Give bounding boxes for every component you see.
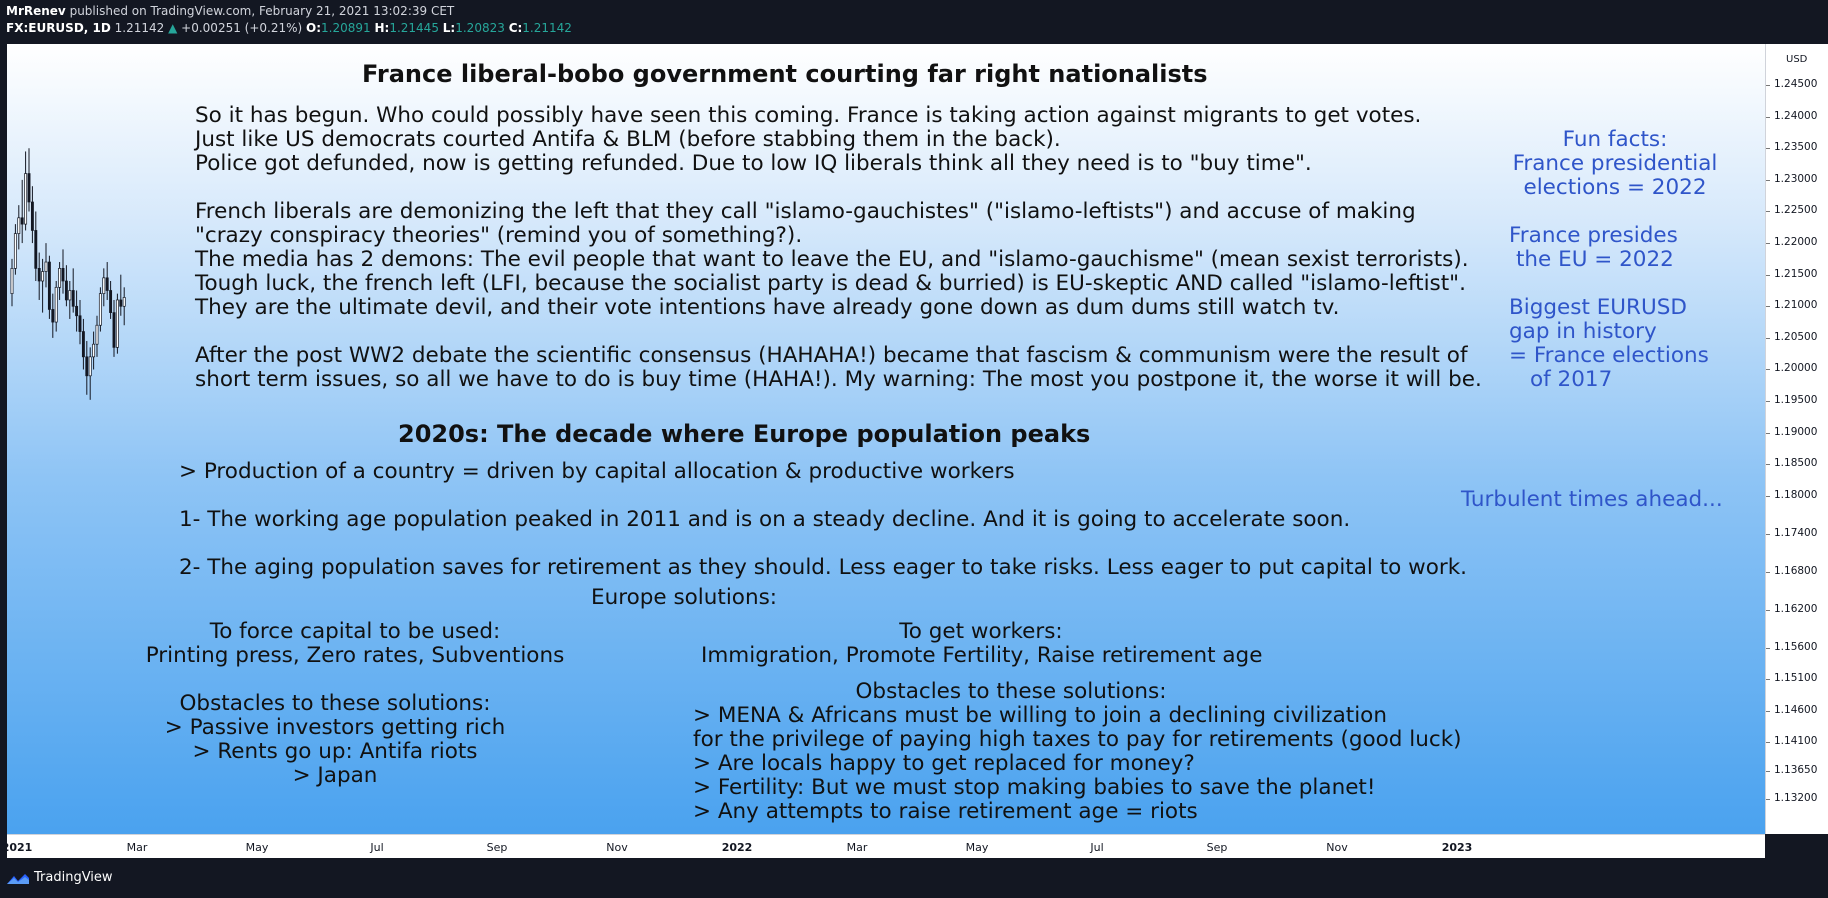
candle-body [25, 174, 27, 225]
time-tick-label: 2023 [1441, 841, 1473, 854]
candle-body [42, 272, 44, 281]
tradingview-logo-icon[interactable] [6, 872, 30, 886]
workers-obstacle-3: > Fertility: But we must stop making babies to save the planet! [693, 775, 1376, 800]
candle-body [45, 262, 47, 271]
candle[interactable] [99, 287, 101, 331]
symbol-label[interactable]: FX:EURUSD, 1D [6, 21, 111, 35]
time-axis[interactable] [1, 834, 1765, 859]
candle[interactable] [21, 180, 23, 243]
candle[interactable] [52, 294, 54, 338]
candle[interactable] [79, 300, 81, 344]
price-tick-label: 1.14600 [1774, 703, 1818, 716]
candle-body [28, 174, 30, 202]
candle[interactable] [14, 224, 16, 275]
candle[interactable] [69, 281, 71, 319]
candle-body [59, 268, 61, 287]
high-value: 1.21445 [389, 21, 439, 35]
candle[interactable] [120, 275, 122, 316]
candle[interactable] [28, 148, 30, 211]
candle-body [82, 332, 84, 357]
price-tick-label: 1.16200 [1774, 602, 1818, 615]
last-price: 1.21142 [114, 21, 165, 35]
candle[interactable] [116, 294, 118, 354]
price-tick-mark [1766, 275, 1770, 276]
para-liberals-line-1: French liberals are demonizing the left that they call "islamo-gauchistes" ("islamo-leftists") and accuse of making [195, 199, 1416, 224]
fun-fact-gap-1: Biggest EURUSD [1509, 295, 1687, 320]
time-tick-label: Mar [126, 841, 148, 854]
time-tick-label: Sep [486, 841, 508, 854]
open-value: 1.20891 [321, 21, 371, 35]
high-label: H: [374, 21, 390, 35]
point-working-age: 1- The working age population peaked in 2011 and is on a steady decline. And it is going to accelerate soon. [179, 507, 1351, 532]
price-tick-label: 1.21000 [1774, 299, 1818, 312]
chart-header [0, 0, 1828, 44]
candle[interactable] [110, 281, 112, 319]
price-tick-mark [1766, 369, 1770, 370]
candle[interactable] [48, 256, 50, 319]
candle[interactable] [55, 281, 57, 332]
candle[interactable] [31, 186, 33, 243]
close-label: C: [508, 21, 523, 35]
price-tick-mark [1766, 243, 1770, 244]
price-tick-mark [1766, 433, 1770, 434]
time-tick-label: Mar [846, 841, 868, 854]
price-axis-unit: USD [1786, 54, 1808, 65]
low-label: L: [442, 21, 456, 35]
fun-facts-heading: Fun facts: [1562, 127, 1668, 152]
candle[interactable] [86, 341, 88, 395]
time-tick-label: Nov [606, 841, 628, 854]
workers-obstacle-1-cont: for the privilege of paying high taxes to pay for retirements (good luck) [693, 727, 1462, 752]
price-tick-label: 1.15600 [1774, 640, 1818, 653]
price-tick-label: 1.19000 [1774, 425, 1818, 438]
price-tick-mark [1766, 180, 1770, 181]
candle[interactable] [59, 262, 61, 300]
candle-body [86, 357, 88, 376]
price-tick-label: 1.14100 [1774, 735, 1818, 748]
candle[interactable] [93, 332, 95, 370]
price-tick-label: 1.15100 [1774, 672, 1818, 685]
candle-body [52, 309, 54, 322]
price-tick-mark [1766, 711, 1770, 712]
price-tick-label: 1.16800 [1774, 564, 1818, 577]
para-ww2-line-1: After the post WW2 debate the scientific consensus (HAHAHA!) became that fascism & communism were the result of [195, 343, 1468, 368]
price-axis[interactable] [1765, 44, 1828, 834]
para-begun-line-2: Just like US democrats courted Antifa & BLM (before stabbing them in the back). [195, 127, 1061, 152]
para-begun-line-3: Police got defunded, now is getting refunded. Due to low IQ liberals think all they need is to "buy time". [195, 151, 1312, 176]
fun-fact-eu-1: France presides [1509, 223, 1678, 248]
price-tick-mark [1766, 211, 1770, 212]
point-aging-population: 2- The aging population saves for retirement as they should. Less eager to take risks. Less eager to put capital to work. [179, 555, 1468, 580]
price-tick-mark [1766, 85, 1770, 86]
price-tick-label: 1.13200 [1774, 792, 1818, 805]
para-ww2-line-2: short term issues, so all we have to do is buy time (HAHA!). My warning: The most you postpone it, the worse it will be. [195, 367, 1482, 392]
price-tick-mark [1766, 464, 1770, 465]
workers-obstacle-4: > Any attempts to raise retirement age = riots [693, 799, 1198, 824]
candle[interactable] [42, 259, 44, 313]
workers-heading: To get workers: [899, 619, 1063, 644]
price-tick-mark [1766, 799, 1770, 800]
price-tick-label: 1.22500 [1774, 204, 1818, 217]
time-tick-label: 2022 [721, 841, 753, 854]
price-tick-mark [1766, 338, 1770, 339]
candle-body [93, 344, 95, 357]
publish-date: published on TradingView.com, February 21, 2021 13:02:39 CET [69, 4, 455, 18]
capital-obstacle-2: > Rents go up: Antifa riots [192, 739, 478, 764]
price-tick-label: 1.24500 [1774, 78, 1818, 91]
author-name[interactable]: MrRenev [6, 4, 66, 18]
candle-body [48, 262, 50, 309]
time-tick-label: May [245, 841, 269, 854]
price-tick-label: 1.21500 [1774, 267, 1818, 280]
para-begun-line-1: So it has begun. Who could possibly have seen this coming. France is taking action against migrants to get votes. [195, 103, 1422, 128]
price-tick-mark [1766, 534, 1770, 535]
candle-body [96, 325, 98, 344]
candle-body [62, 268, 64, 281]
candle-body [31, 202, 33, 230]
low-value: 1.20823 [455, 21, 505, 35]
candle-body [65, 281, 67, 300]
price-tick-mark [1766, 742, 1770, 743]
candle-body [14, 234, 16, 269]
candle[interactable] [103, 268, 105, 306]
fun-fact-elections-2: elections = 2022 [1523, 175, 1707, 200]
price-tick-mark [1766, 771, 1770, 772]
candle-body [103, 278, 105, 294]
capital-obstacles-heading: Obstacles to these solutions: [179, 691, 491, 716]
candle[interactable] [18, 205, 20, 249]
price-tick-label: 1.20000 [1774, 362, 1818, 375]
price-tick-label: 1.23500 [1774, 141, 1818, 154]
time-tick-label: May [965, 841, 989, 854]
fun-fact-gap-2: gap in history [1509, 319, 1657, 344]
para-liberals-line-3: The media has 2 demons: The evil people that want to leave the EU, and "islamo-gauchisme" (mean sexist terrorists). [195, 247, 1469, 272]
europe-solutions-label: Europe solutions: [591, 585, 778, 610]
price-tick-label: 1.17400 [1774, 526, 1818, 539]
time-tick-label: Jul [370, 841, 384, 854]
candle[interactable] [113, 300, 115, 357]
title-courting-nationalists: France liberal-bobo government courting far right nationalists [362, 60, 1208, 88]
price-tick-label: 1.18500 [1774, 457, 1818, 470]
price-tick-label: 1.23000 [1774, 172, 1818, 185]
candle-body [18, 218, 20, 234]
price-tick-mark [1766, 117, 1770, 118]
capital-obstacle-1: > Passive investors getting rich [164, 715, 506, 740]
time-tick-label: Sep [1206, 841, 1228, 854]
candle-body [113, 313, 115, 348]
fun-fact-gap-4: of 2017 [1530, 367, 1613, 392]
candle[interactable] [96, 316, 98, 357]
para-liberals-line-2: "crazy conspiracy theories" (remind you of something?). [195, 223, 803, 248]
publish-info [6, 4, 454, 18]
price-tick-mark [1766, 401, 1770, 402]
candle-body [72, 290, 74, 306]
ohlc-legend [6, 21, 572, 35]
price-tick-mark [1766, 648, 1770, 649]
para-liberals-line-5: They are the ultimate devil, and their vote intentions have already gone down as dum dums still watch tv. [195, 295, 1340, 320]
candle-body [35, 230, 37, 268]
price-tick-mark [1766, 148, 1770, 149]
title-population-peaks: 2020s: The decade where Europe population peaks [398, 420, 1091, 448]
candle-body [99, 294, 101, 326]
candle[interactable] [62, 249, 64, 293]
candle[interactable] [35, 211, 37, 281]
candle-body [55, 287, 57, 322]
candle-body [89, 357, 91, 376]
price-tick-label: 1.20500 [1774, 330, 1818, 343]
open-label: O: [306, 21, 322, 35]
candle[interactable] [65, 265, 67, 306]
candle-body [116, 300, 118, 347]
fun-fact-gap-3: = France elections [1509, 343, 1709, 368]
price-tick-mark [1766, 572, 1770, 573]
candle[interactable] [45, 243, 47, 287]
capital-solutions: Printing press, Zero rates, Subventions [145, 643, 565, 668]
candle[interactable] [38, 253, 40, 300]
price-change: +0.00251 (+0.21%) [181, 21, 303, 35]
price-tick-label: 1.24000 [1774, 109, 1818, 122]
candle-body [110, 290, 112, 312]
close-value: 1.21142 [522, 21, 572, 35]
candle-body [21, 218, 23, 224]
workers-obstacle-1: > MENA & Africans must be willing to join a declining civilization [693, 703, 1387, 728]
candle[interactable] [82, 319, 84, 370]
candle-body [76, 306, 78, 315]
chart-pane[interactable] [7, 44, 1765, 834]
price-tick-label: 1.19500 [1774, 394, 1818, 407]
candle[interactable] [72, 268, 74, 312]
fun-fact-eu-2: the EU = 2022 [1516, 247, 1674, 272]
turbulent-times-note: Turbulent times ahead... [1461, 487, 1723, 512]
price-tick-mark [1766, 496, 1770, 497]
time-tick-label: Jul [1090, 841, 1104, 854]
candle[interactable] [123, 287, 125, 325]
candle-body [69, 290, 71, 299]
workers-obstacles-heading: Obstacles to these solutions: [855, 679, 1167, 704]
point-production: > Production of a country = driven by capital allocation & productive workers [179, 459, 1015, 484]
candle-body [120, 300, 122, 306]
price-tick-mark [1766, 610, 1770, 611]
workers-obstacle-2: > Are locals happy to get replaced for money? [693, 751, 1195, 776]
para-liberals-line-4: Tough luck, the french left (LFI, because the socialist party is dead & burried) is EU-skeptic AND called "islamo-leftist". [195, 271, 1466, 296]
capital-heading: To force capital to be used: [209, 619, 501, 644]
fun-fact-elections-1: France presidential [1512, 151, 1718, 176]
price-tick-label: 1.22000 [1774, 236, 1818, 249]
candle-body [106, 278, 108, 291]
price-tick-label: 1.18000 [1774, 488, 1818, 501]
time-tick-label: 2021 [1, 841, 33, 854]
candle[interactable] [89, 347, 91, 399]
candle[interactable] [25, 151, 27, 230]
capital-obstacle-3: > Japan [292, 763, 378, 788]
candle[interactable] [106, 262, 108, 300]
up-arrow-icon: ▲ [168, 21, 178, 35]
workers-solutions: Immigration, Promote Fertility, Raise retirement age [701, 643, 1263, 668]
candle-body [38, 268, 40, 281]
candle-body [11, 268, 13, 293]
price-tick-label: 1.13650 [1774, 763, 1818, 776]
candle-body [79, 316, 81, 332]
price-tick-mark [1766, 679, 1770, 680]
candle[interactable] [11, 259, 13, 306]
candle-body [123, 297, 125, 306]
tradingview-brand[interactable]: TradingView [34, 870, 113, 885]
time-tick-label: Nov [1326, 841, 1348, 854]
price-tick-mark [1766, 306, 1770, 307]
footer-bar [0, 858, 1828, 898]
candle[interactable] [76, 290, 78, 331]
